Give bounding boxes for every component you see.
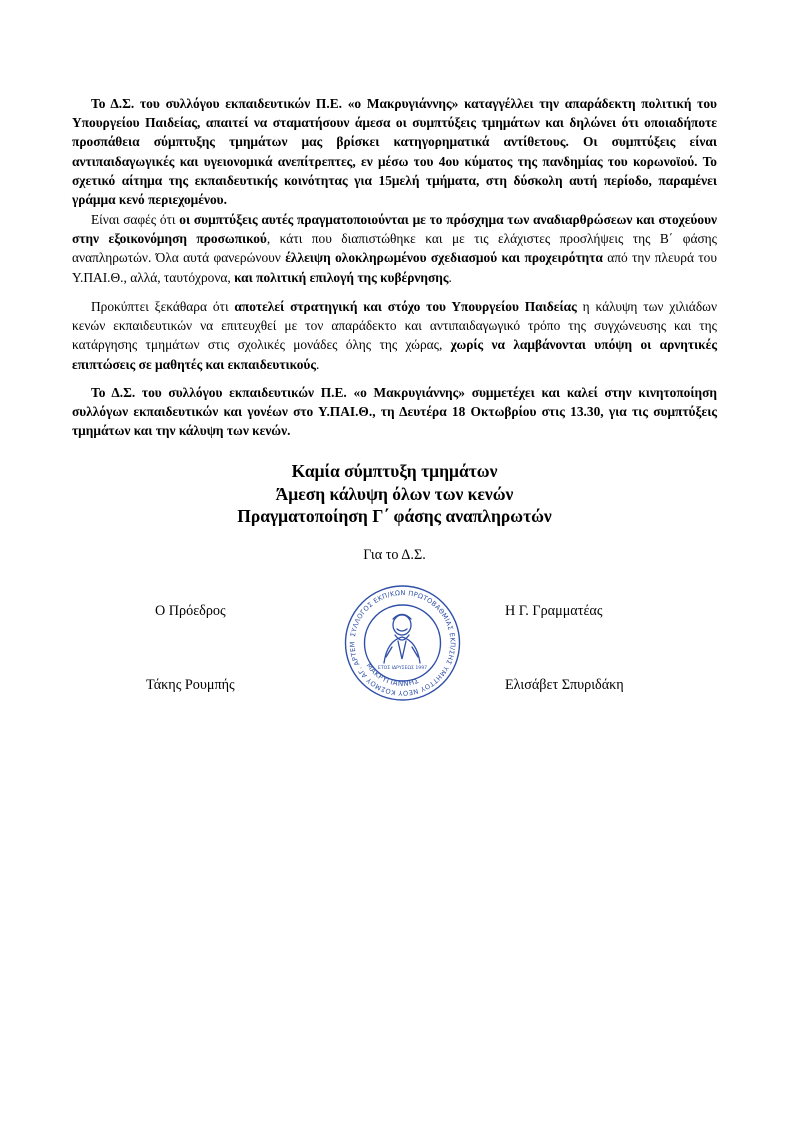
president-title: Ο Πρόεδρος [155,603,226,619]
text-segment: Προκύπτει ξεκάθαρα ότι [91,299,235,314]
bold-text-segment: και πολιτική επιλογή της κυβέρνησης [234,269,449,285]
paragraph-2 [72,210,717,287]
paragraph-4 [72,383,717,441]
bold-text-segment: Το Δ.Σ. του συλλόγου εκπαιδευτικών Π.Ε. «ο Μακρυγιάννης» καταγγέλλει την απαράδεκτη πολιτική του Υπουργείου Παιδείας, απαιτεί να σταματήσουν άμεσα οι συμπτύξεις τμημάτων και δηλώνει ότι οποιαδήποτε προσπάθεια σύμπτυξης τμημάτων μας βρίσκει κατηγορηματικά αντίθετους. Οι συμπτύξεις είναι αντιπαιδαγωγικές και υγειονομικά ανεπίτρεπτες, εν μέσω του 4ου κύματος της πανδημίας του κορωνοϊού. Το σχετικό αίτημα της εκπαιδευτικής κοινότητας για 15μελή τμήματα, στη δύσκολη αυτή περίοδο, παραμένει γράμμα κενό περιεχομένου. [72,96,717,208]
for-board-label: Για το Δ.Σ. [363,547,426,563]
secretary-title: Η Γ. Γραμματέας [505,603,603,619]
stamp-bottom-text: ΜΑΚΡΥΓΙΑΝΝΗΣ [364,661,421,688]
association-seal-stamp-icon [340,583,465,703]
paragraph-3 [72,297,717,374]
stamp-founded-text: ΕΤΟΣ ΙΔΡΥΣΕΩΣ 1997 [377,666,428,671]
text-segment: από την πλευρά του Υ.ΠΑΙ.Θ., αλλά, ταυτόχρονα, [72,250,717,285]
slogan-line: Άμεση κάλυψη όλων των κενών [275,483,514,504]
bold-text-segment: οι συμπτύξεις αυτές πραγματοποιούνται με το πρόσχημα των αναδιαρθρώσεων και στοχεύουν στην εξοικονόμηση προσωπικού [72,212,717,247]
president-name: Τάκης Ρουμπής [146,677,235,693]
text-segment: η κάλυψη των χιλιάδων κενών εκπαιδευτικών να επιτευχθεί με τον απαράδεκτο και αντιπαιδαγωγικό τρόπο της συγχώνευσης και της κατάργησης τμημάτων στις σχολικές μονάδες όλης της χώρας, [72,299,718,353]
text-segment: Είναι σαφές ότι [91,212,180,227]
stamp-graphic [340,583,465,703]
slogan-line: Καμία σύμπτυξη τμημάτων [291,461,498,481]
text-segment: . [448,269,452,285]
slogan-line: Πραγματοποίηση Γ΄ φάσης αναπληρωτών [237,506,552,526]
secretary-name: Ελισάβετ Σπυριδάκη [505,677,624,693]
stamp-ring-text: ΣΥΛΛΟΓΟΣ ΕΚΠ/ΚΩΝ ΠΡΩΤΟΒΑΘΜΙΑΣ ΕΚΠ/ΣΗΣ ΥΜΗΤΤΟΥ ΝΕΟΥ ΚΟΣΜΟΥ ΑΓ. ΑΡΤΕΜ [348,588,457,698]
text-segment: . [316,356,320,372]
bold-text-segment: Το Δ.Σ. του συλλόγου εκπαιδευτικών Π.Ε. «ο Μακρυγιάννης» συμμετέχει και καλεί στην κινητοποίηση συλλόγων εκπαιδευτικών και γονέων στο Υ.ΠΑΙ.Θ., τη Δευτέρα 18 Οκτωβρίου στις 13.30, για τις συμπτύξεις τμημάτων και την κάλυψη των κενών. [72,385,717,439]
bold-text-segment: αποτελεί στρατηγική και στόχο του Υπουργείου Παιδείας [234,299,577,314]
text-segment: , κάτι που διαπιστώθηκε και με τις ελάχιστες προσλήψεις της Β΄ φάσης αναπληρωτών. Όλα αυτά φανερώνουν [72,231,717,266]
paragraph-1 [72,94,717,209]
bold-text-segment: χωρίς να λαμβάνονται υπόψη οι αρνητικές επιπτώσεις σε μαθητές και εκπαιδευτικούς [72,337,717,372]
slogans [72,460,717,528]
bold-text-segment: έλλειψη ολοκληρωμένου σχεδιασμού και προχειρότητα [285,250,603,266]
